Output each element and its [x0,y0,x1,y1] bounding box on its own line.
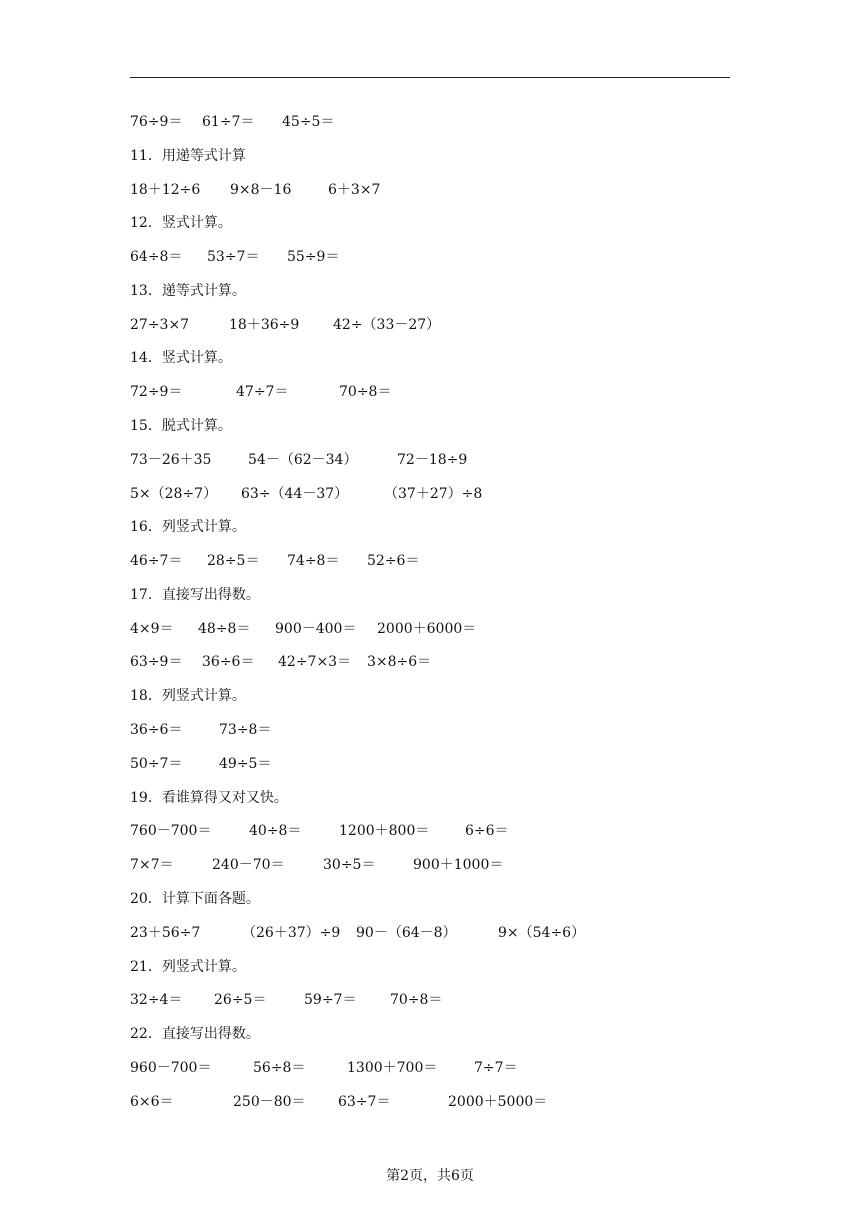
question-title: 19．看谁算得又对又快。 [130,790,288,806]
expression: 73－26＋35 [130,452,212,468]
expression: 63÷（44－37） [241,486,349,502]
question-title: 22．直接写出得数。 [130,1026,260,1042]
expression: 72－18÷9 [397,452,468,468]
expression: 4×9＝ [130,621,174,637]
expression: 900＋1000＝ [413,857,504,873]
expression: 73÷8＝ [219,722,272,738]
expression: 50÷7＝ [130,756,183,772]
expression: 54－（62－34） [248,452,358,468]
expression: 1200＋800＝ [339,823,430,839]
expression: 36÷6＝ [202,654,255,670]
question-title: 12．竖式计算。 [130,215,232,231]
expression: 63÷9＝ [130,654,183,670]
question-title: 21．列竖式计算。 [130,959,246,975]
expression: 49÷5＝ [219,756,272,772]
expression: （37＋27）÷8 [384,486,483,502]
expression: 63÷7＝ [338,1094,391,1110]
expression: 7×7＝ [130,857,174,873]
expression: 240－70＝ [212,857,285,873]
expression: 9×8－16 [230,182,292,198]
expression: 47÷7＝ [236,384,289,400]
expression: 42÷7×3＝ [278,654,352,670]
question-title: 16．列竖式计算。 [130,519,246,535]
question-title: 18．列竖式计算。 [130,688,246,704]
expression: 30÷5＝ [323,857,376,873]
question-title: 11．用递等式计算 [130,148,246,164]
expression: 3×8÷6＝ [367,654,432,670]
page-footer: 第2页，共6页 [386,1168,474,1184]
expression: 42÷（33－27） [333,317,441,333]
expression: 52÷6＝ [367,553,420,569]
expression: 55÷9＝ [287,249,340,265]
expression: 56÷8＝ [253,1060,306,1076]
expression: 72÷9＝ [130,384,183,400]
expression: 2000＋5000＝ [448,1094,548,1110]
expression: 18＋36÷9 [229,317,300,333]
expression: 760－700＝ [130,823,212,839]
expression: 5×（28÷7） [130,486,218,502]
expression: 76÷9＝ [130,114,183,130]
expression: 2000＋6000＝ [377,621,477,637]
expression: 70÷8＝ [339,384,392,400]
expression: 64÷8＝ [130,249,183,265]
question-title: 17．直接写出得数。 [130,587,260,603]
expression: 28÷5＝ [207,553,260,569]
expression: 6÷6＝ [465,823,509,839]
expression: 7÷7＝ [474,1060,518,1076]
header-rule [130,77,730,78]
expression: 18＋12÷6 [130,182,201,198]
expression: 36÷6＝ [130,722,183,738]
expression: 70÷8＝ [390,992,443,1008]
expression: 59÷7＝ [304,992,357,1008]
expression: 45÷5＝ [282,114,335,130]
expression: 53÷7＝ [207,249,260,265]
expression: 27÷3×7 [130,317,190,333]
expression: （26＋37）÷9 [242,925,341,941]
expression: 90－（64－8） [356,925,457,941]
expression: 48÷8＝ [198,621,251,637]
expression: 6×6＝ [130,1094,174,1110]
question-title: 15．脱式计算。 [130,418,232,434]
expression: 9×（54÷6） [498,925,586,941]
expression: 6＋3×7 [328,182,381,198]
expression: 46÷7＝ [130,553,183,569]
question-title: 14．竖式计算。 [130,350,232,366]
question-title: 20．计算下面各题。 [130,891,260,907]
expression: 26÷5＝ [214,992,267,1008]
expression: 960－700＝ [130,1060,212,1076]
expression: 1300＋700＝ [347,1060,438,1076]
expression: 900－400＝ [275,621,357,637]
question-title: 13．递等式计算。 [130,283,246,299]
expression: 23＋56÷7 [130,925,201,941]
expression: 40÷8＝ [249,823,302,839]
expression: 61÷7＝ [202,114,255,130]
expression: 250－80＝ [233,1094,306,1110]
expression: 74÷8＝ [287,553,340,569]
expression: 32÷4＝ [130,992,183,1008]
